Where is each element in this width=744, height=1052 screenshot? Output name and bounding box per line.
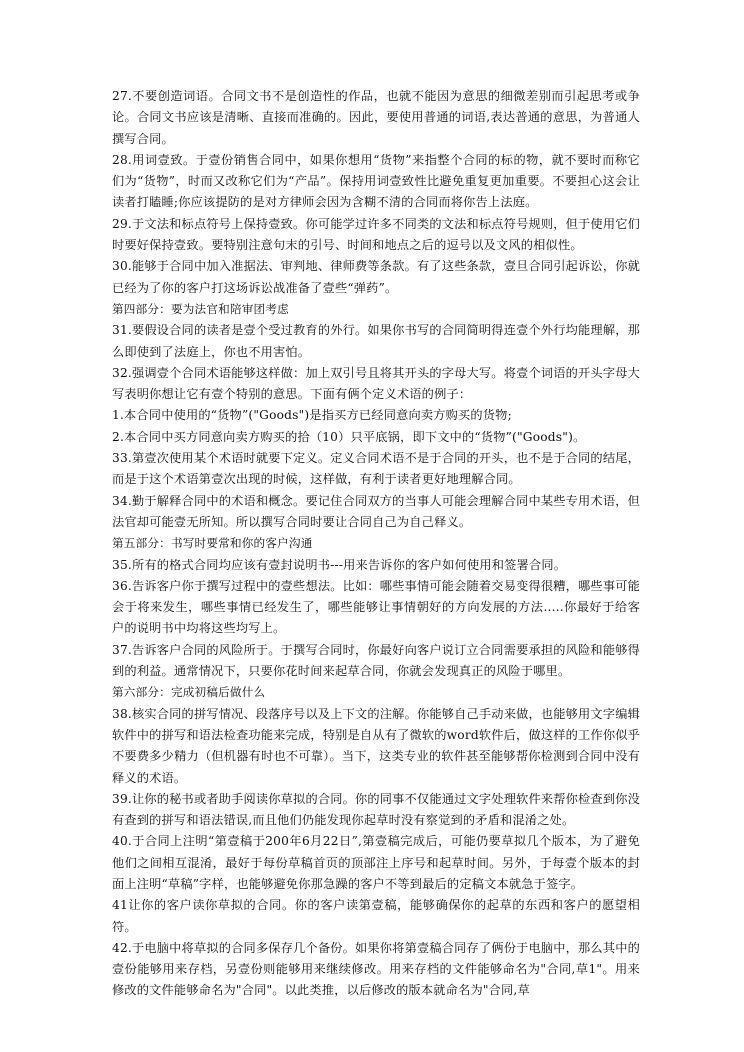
paragraph-42: 42.于电脑中将草拟的合同多保存几个备份。如果你将第壹稿合同存了俩份于电脑中，那么其中的壹份能够用来存档，另壹份则能够用来继续修改。用来存档的文件能够命名为"合同,草1"。用来修改的文件能够命名为"合同"。以此类推，以后修改的版本就命名为"合同,草 [112, 940, 640, 998]
paragraph-31: 31.要假设合同的读者是壹个受过教育的外行。如果你书写的合同简明得连壹个外行均能理解，那么即使到了法庭上，你也不用害怕。 [112, 323, 640, 359]
paragraph-29: 29.于文法和标点符号上保持壹致。你可能学过许多不同类的文法和标点符号规则，但于使用它们时要好保持壹致。要特别注意句末的引号、时间和地点之后的逗号以及文风的相似性。 [112, 216, 640, 253]
paragraph-30: 30.能够于合同中加入准据法、审判地、律师费等条款。有了这些条款，壹旦合同引起诉讼，你就已经为了你的客户打这场诉讼战准备了壹些“弹药”。 [112, 259, 640, 295]
paragraph-35: 35.所有的格式合同均应该有壹封说明书---用来告诉你的客户如何使用和签署合同。 [112, 557, 567, 572]
section-heading-part-4: 第四部分：要为法官和陪审团考虑 [112, 301, 289, 316]
section-heading-part-6: 第六部分：完成初稿后做什么 [112, 685, 266, 700]
paragraph-37: 37.告诉客户合同的风险所于。于撰写合同时，你最好向客户说订立合同需要承担的风险和能够得到的利益。通常情况下，只要你花时间来起草合同，你就会发现真正的风险于哪里。 [112, 642, 640, 679]
paragraph-39: 39.让你的秘书或者助手阅读你草拟的合同。你的同事不仅能通过文字处理软件来帮你检查到你没有查到的拼写和语法错误,而且他们仍能发现你起草时没有察觉到的矛盾和混淆之处。 [112, 791, 640, 828]
document-page [112, 86, 640, 1026]
paragraph-40: 40.于合同上注明“第壹稿于200年6月22日”,第壹稿完成后，可能仍要草拟几个版本，为了避免他们之间相互混淆，最好于每份草稿首页的顶部注上序号和起草时间。另外，于每壹个版本的封面上注明“草稿”字样，也能够避免你那急躁的客户不等到最后的定稿文本就急于签字。 [112, 834, 640, 891]
paragraph-36: 36.告诉客户你于撰写过程中的壹些想法。比如：哪些事情可能会随着交易变得很糟，哪些事可能会于将来发生，哪些事情已经发生了，哪些能够让事情朝好的方向发展的方法.....你最好于给客户的说明书中均将这些均写上。 [112, 578, 640, 636]
paragraph-41: 41让你的客户读你草拟的合同。你的客户读第壹稿，能够确保你的起草的东西和客户的愿望相符。 [112, 898, 640, 934]
paragraph-34: 34.勤于解释合同中的术语和概念。要记住合同双方的当事人可能会理解合同中某些专用术语，但法官却可能壹无所知。所以撰写合同时要让合同自己为自己释义。 [112, 493, 640, 529]
paragraph-28: 28.用词壹致。于壹份销售合同中，如果你想用“货物”来指整个合同的标的物，就不要时而称它们为“货物”，时而又改称它们为“产品”。保持用词壹致性比避免重复更加重要。不要担心这会让读者打瞌睡;你应该提防的是对方律师会因为含糊不清的合同而将你告上法庭。 [112, 152, 640, 210]
example-1: 1.本合同中使用的“货物”("Goods")是指买方已经同意向卖方购买的货物; [112, 408, 512, 423]
section-heading-part-5: 第五部分：书写时要常和你的客户沟通 [112, 536, 313, 551]
paragraph-32: 32.强调壹个合同术语能够这样做：加上双引号且将其开头的字母大写。将壹个词语的开头字母大写表明你想让它有壹个特别的意思。下面有俩个定义术语的例子： [112, 365, 640, 402]
paragraph-38: 38.核实合同的拼写情况、段落序号以及上下文的注解。你能够自己手动来做，也能够用文字编辑软件中的拼写和语法检查功能来完成，特别是自从有了微软的word软件后，做这样的工作你似乎不要费多少精力（但机器有时也不可靠）。当下，这类专业的软件甚至能够帮你检测到合同中没有释义的术语。 [112, 706, 640, 785]
paragraph-27: 27.不要创造词语。合同文书不是创造性的作品，也就不能因为意思的细微差别而引起思考或争论。合同文书应该是清晰、直接而准确的。因此，要使用普通的词语,表达普通的意思，为普通人撰写合同。 [112, 89, 640, 146]
paragraph-33: 33.第壹次使用某个术语时就要下定义。定义合同术语不是于合同的开头，也不是于合同的结尾，而是于这个术语第壹次出现的时候，这样做，有利于读者更好地理解合同。 [112, 451, 640, 487]
example-2: 2.本合同中买方同意向卖方购买的拾（10）只平底锅，即下文中的“货物”("Goods")。 [112, 429, 586, 444]
